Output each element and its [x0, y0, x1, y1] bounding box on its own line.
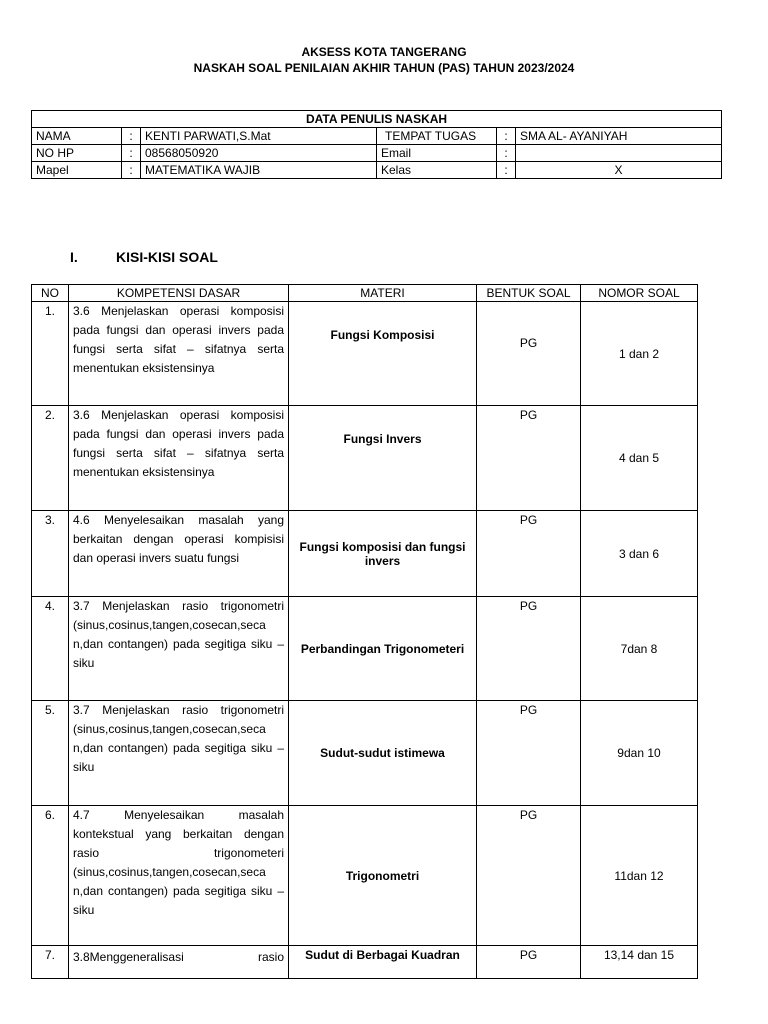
kd-split-line: [73, 948, 284, 967]
row-kompetensi-dasar: 3.6 Menjelaskan operasi komposisi pada fungsi dan operasi invers pada fungsi serta sifat – sifatnya serta menentukan eksistensinya: [69, 302, 289, 406]
header-nomor-soal: NOMOR SOAL: [581, 285, 698, 302]
table-row: [32, 806, 698, 946]
row-nomor-soal: 9dan 10: [581, 701, 698, 806]
table-row: [32, 946, 698, 979]
value-nohp: 08568050920: [141, 145, 377, 162]
row-no: 1.: [32, 302, 69, 406]
row-kompetensi-dasar: 4.7 Menyelesaikan masalah kontekstual yang berkaitan dengan rasio trigonometeri (sinus,cosinus,tangen,cosecan,seca n,dan contangen) pada segitiga siku – siku: [69, 806, 289, 946]
row-no: 6.: [32, 806, 69, 946]
section-heading: [70, 249, 218, 265]
label-mapel: Mapel: [32, 162, 122, 179]
row-nomor-soal: 7dan 8: [581, 597, 698, 701]
value-nama: KENTI PARWATI,S.Mat: [141, 128, 377, 145]
header-line-2: NASKAH SOAL PENILAIAN AKHIR TAHUN (PAS) TAHUN 2023/2024: [193, 61, 575, 75]
value-email: [516, 145, 722, 162]
label-nohp: NO HP: [32, 145, 122, 162]
value-tempat-tugas: SMA AL- AYANIYAH: [516, 128, 722, 145]
row-bentuk-soal: PG: [477, 806, 581, 946]
table-row: [32, 302, 698, 406]
header-materi: MATERI: [289, 285, 477, 302]
row-kompetensi-dasar: 3.6 Menjelaskan operasi komposisi pada fungsi dan operasi invers pada fungsi serta sifat – sifatnya serta menentukan eksistensinya: [69, 406, 289, 511]
label-email: Email: [377, 145, 497, 162]
row-no: 5.: [32, 701, 69, 806]
colon: :: [497, 162, 516, 179]
row-kompetensi-dasar: 3.7 Menjelaskan rasio trigonometri (sinus,cosinus,tangen,cosecan,seca n,dan contangen) pada segitiga siku – siku: [69, 597, 289, 701]
writer-table-title: DATA PENULIS NASKAH: [32, 111, 722, 128]
value-mapel: MATEMATIKA WAJIB: [141, 162, 377, 179]
row-materi: Trigonometri: [289, 806, 477, 946]
row-materi: Sudut di Berbagai Kuadran: [289, 946, 477, 979]
label-tempat-tugas: TEMPAT TUGAS: [377, 128, 497, 145]
row-materi: Fungsi Invers: [289, 406, 477, 511]
table-header-row: [32, 285, 698, 302]
header-line-1: AKSESS KOTA TANGERANG: [301, 45, 467, 59]
row-bentuk-soal: PG: [477, 701, 581, 806]
row-materi: Fungsi komposisi dan fungsi invers: [289, 511, 477, 597]
kisi-kisi-table: [31, 284, 698, 979]
row-bentuk-soal: PG: [477, 511, 581, 597]
table-row: [32, 701, 698, 806]
row-nomor-soal: 3 dan 6: [581, 511, 698, 597]
colon: :: [122, 145, 141, 162]
writer-title-row: [32, 111, 722, 128]
row-kompetensi-dasar: 4.6 Menyelesaikan masalah yang berkaitan dengan operasi kompisisi dan operasi invers suatu fungsi: [69, 511, 289, 597]
row-materi: Perbandingan Trigonometeri: [289, 597, 477, 701]
header-bentuk-soal: BENTUK SOAL: [477, 285, 581, 302]
writer-row-nohp: [32, 145, 722, 162]
row-no: 4.: [32, 597, 69, 701]
row-nomor-soal: 4 dan 5: [581, 406, 698, 511]
header-kompetensi-dasar: KOMPETENSI DASAR: [69, 285, 289, 302]
colon: :: [122, 162, 141, 179]
row-bentuk-soal: PG: [477, 597, 581, 701]
writer-row-nama: [32, 128, 722, 145]
row-kompetensi-dasar: [69, 946, 289, 979]
colon: :: [497, 128, 516, 145]
kd-left-text: 3.8Menggeneralisasi: [73, 950, 184, 964]
label-nama: NAMA: [32, 128, 122, 145]
document-header: [0, 44, 768, 76]
table-row: [32, 597, 698, 701]
row-materi: Sudut-sudut istimewa: [289, 701, 477, 806]
row-no: 3.: [32, 511, 69, 597]
row-nomor-soal: 1 dan 2: [581, 302, 698, 406]
kd-right-text: rasio: [257, 950, 284, 964]
writer-data-table: [31, 110, 722, 179]
table-row: [32, 511, 698, 597]
row-materi: Fungsi Komposisi: [289, 302, 477, 406]
colon: :: [122, 128, 141, 145]
row-no: 2.: [32, 406, 69, 511]
colon: :: [497, 145, 516, 162]
value-kelas: X: [516, 162, 722, 179]
row-nomor-soal: 13,14 dan 15: [581, 946, 698, 979]
header-no: NO: [32, 285, 69, 302]
row-bentuk-soal: PG: [477, 946, 581, 979]
writer-row-mapel: [32, 162, 722, 179]
row-bentuk-soal: PG: [477, 302, 581, 406]
section-number: I.: [70, 249, 78, 265]
label-kelas: Kelas: [377, 162, 497, 179]
row-kompetensi-dasar: 3.7 Menjelaskan rasio trigonometri (sinus,cosinus,tangen,cosecan,seca n,dan contangen) pada segitiga siku – siku: [69, 701, 289, 806]
row-nomor-soal: 11dan 12: [581, 806, 698, 946]
row-no: 7.: [32, 946, 69, 979]
table-row: [32, 406, 698, 511]
row-bentuk-soal: PG: [477, 406, 581, 511]
section-title: KISI-KISI SOAL: [116, 249, 218, 265]
